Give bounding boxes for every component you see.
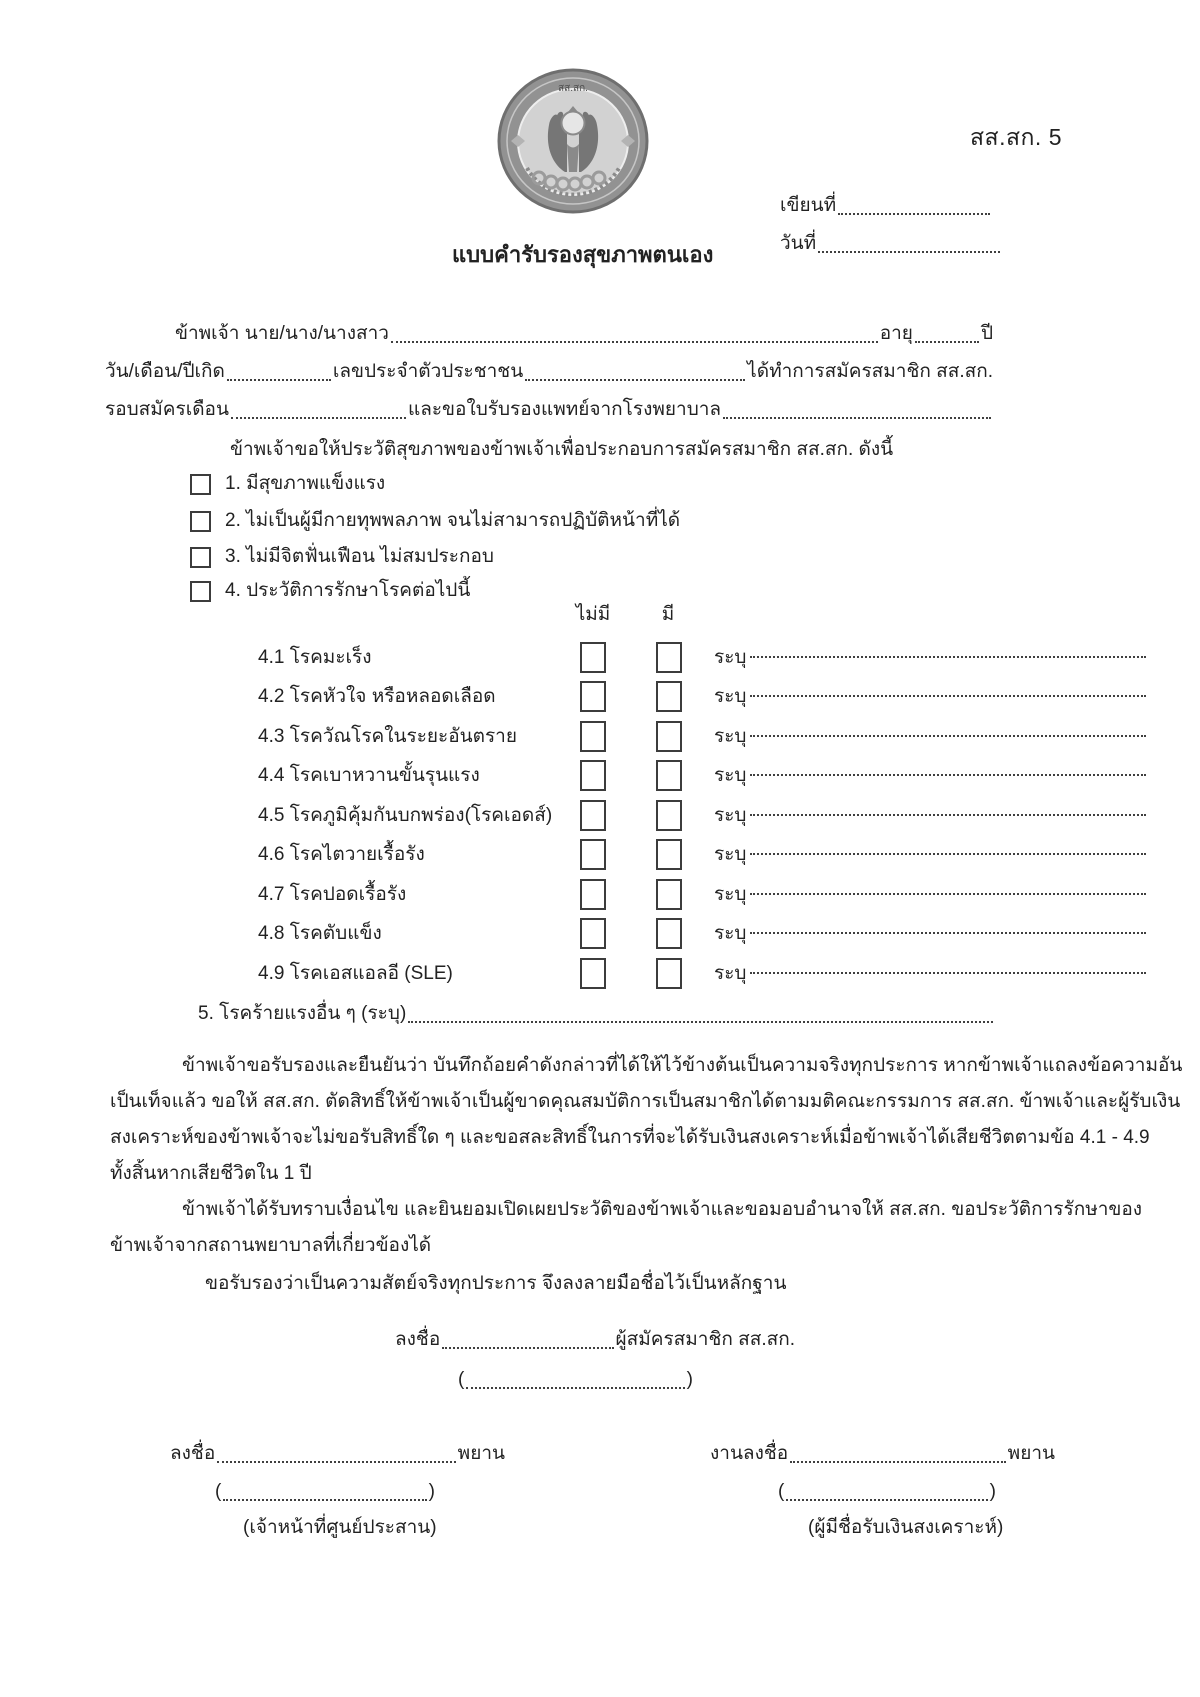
disease-label: 4.3 โรควัณโรคในระยะอันตราย [258,726,517,747]
age-unit-label: ปี [980,323,993,344]
disease-8-specify-field[interactable] [750,930,1146,934]
age-label: อายุ [879,323,913,344]
disease-6-none-checkbox[interactable] [580,839,606,870]
witness2-signature-field[interactable] [790,1459,1006,1463]
disease-5-specify-field[interactable] [750,812,1146,816]
witness-label: พยาน [1007,1443,1055,1464]
identity-line-1 [105,320,993,348]
disease-2-specify-field[interactable] [750,693,1146,697]
identity-line-2 [105,358,993,386]
witness1-signature-line [170,1440,505,1468]
dob-field[interactable] [227,377,331,381]
seal-top-text: สส.สก. [558,83,588,94]
other-disease-field[interactable] [408,1019,993,1023]
disease-3-specify-field[interactable] [750,733,1146,737]
witness2-name-paren-line [778,1478,996,1506]
declaration-line: ขอรับรองว่าเป็นความสัตย์จริงทุกประการ จึงลงลายมือชื่อไว้เป็นหลักฐาน [205,1273,787,1294]
statement-row-3 [190,544,494,571]
other-disease-line [198,1000,995,1028]
disease-7-none-checkbox[interactable] [580,879,606,910]
identity-line-3 [105,396,993,424]
disease-label: 4.7 โรคปอดเรื้อรัง [258,884,407,905]
applicant-printed-name-field[interactable] [466,1385,684,1389]
witness1-signature-field[interactable] [217,1459,455,1463]
statement-4-label: 4. ประวัติการรักษาโรคต่อไปนี้ [225,580,471,601]
disease-1-have-checkbox[interactable] [656,642,682,673]
witness2-signature-line [710,1440,1055,1468]
witness2-printed-name-field[interactable] [786,1497,987,1501]
id-number-label: เลขประจำตัวประชาชน [332,361,524,382]
applicant-signature-field[interactable] [442,1345,613,1349]
declaration-line: ข้าพเจ้าได้รับทราบเงื่อนไข และยินยอมเปิดเผยประวัติของข้าพเจ้าและขอมอบอำนาจให้ สส.สก. ขอประวัติการรักษาของ [182,1199,1143,1220]
applicant-name-paren-line [458,1366,693,1394]
other-disease-label: 5. โรคร้ายแรงอื่น ๆ (ระบุ) [198,1003,407,1024]
disease-label: 4.2 โรคหัวใจ หรือหลอดเลือด [258,686,496,707]
statement-3-label: 3. ไม่มีจิตฟั่นเฟือน ไม่สมประกอบ [225,546,494,567]
statement-1-label: 1. มีสุขภาพแข็งแรง [225,473,386,494]
declaration-line: เป็นเท็จแล้ว ขอให้ สส.สก. ตัดสิทธิ์ให้ข้าพเจ้าเป็นผู้ขาดคุณสมบัติการเป็นสมาชิกได้ตามมติคณะกรรมการ สส.สก. ข้าพเจ้าและผู้รับเงิน [110,1091,1181,1112]
column-header-none: ไม่มี [575,604,611,625]
disease-9-none-checkbox[interactable] [580,958,606,989]
declaration-paragraph-2 [110,1192,1143,1264]
form-code: สส.สก. 5 [970,124,1063,150]
disease-label: 4.5 โรคภูมิคุ้มกันบกพร่อง(โรคเอดส์) [258,805,553,826]
witness2-role-label: (ผู้มีชื่อรับเงินสงเคราะห์) [808,1517,1004,1538]
declaration-line: ข้าพเจ้าขอรับรองและยืนยันว่า บันทึกถ้อยคำดังกล่าวที่ได้ให้ไว้ข้างต้นเป็นความจริงทุกประการ หากข้าพเจ้าแถลงข้อความอัน [182,1055,1183,1076]
age-field[interactable] [915,339,979,343]
paren-open: ( [215,1481,222,1502]
specify-label: ระบุ [714,686,747,707]
disease-8-have-checkbox[interactable] [656,918,682,949]
disease-row [105,798,1148,832]
disease-label: 4.4 โรคเบาหวานขั้นรุนแรง [258,765,480,786]
disease-6-have-checkbox[interactable] [656,839,682,870]
specify-label: ระบุ [714,884,747,905]
statement-row-1 [190,471,385,498]
application-round-field[interactable] [231,415,406,419]
intro-statement: ข้าพเจ้าขอให้ประวัติสุขภาพของข้าพเจ้าเพื่อประกอบการสมัครสมาชิก สส.สก. ดังนี้ [230,439,894,460]
specify-label: ระบุ [714,805,747,826]
witness-label: พยาน [457,1443,505,1464]
seal-emblem-icon [497,68,649,214]
disease-2-none-checkbox[interactable] [580,681,606,712]
disease-4-have-checkbox[interactable] [656,760,682,791]
disease-1-none-checkbox[interactable] [580,642,606,673]
disease-5-none-checkbox[interactable] [580,800,606,831]
applicant-signature-line [395,1326,795,1354]
membership-note: ได้ทำการสมัครสมาชิก สส.สก. [747,361,993,382]
paren-open: ( [778,1481,785,1502]
disease-9-specify-field[interactable] [750,970,1146,974]
witness1-role-label: (เจ้าหน้าที่ศูนย์ประสาน) [243,1517,437,1538]
disease-1-specify-field[interactable] [750,654,1146,658]
written-at-label: เขียนที่ [780,195,837,216]
organization-seal-logo [497,68,649,214]
disease-7-have-checkbox[interactable] [656,879,682,910]
date-line [780,230,1002,258]
statement-row-2 [190,508,680,535]
paren-open: ( [458,1369,465,1390]
statement-2-label: 2. ไม่เป็นผู้มีกายทุพพลภาพ จนไม่สามารถปฏิบัติหน้าที่ได้ [225,510,681,531]
disease-4-none-checkbox[interactable] [580,760,606,791]
applicant-role-label: ผู้สมัครสมาชิก สส.สก. [615,1329,795,1350]
hospital-label: และขอใบรับรองแพทย์จากโรงพยาบาล [407,399,722,420]
disease-label: 4.9 โรคเอสแอลอี (SLE) [258,963,453,984]
disease-row [105,640,1148,674]
specify-label: ระบุ [714,923,747,944]
specify-label: ระบุ [714,765,747,786]
disease-label: 4.8 โรคตับแข็ง [258,923,382,944]
declaration-paragraph-1 [110,1048,1183,1192]
specify-label: ระบุ [714,963,747,984]
sign-label: ลงชื่อ [395,1329,441,1350]
disease-row [105,956,1148,990]
specify-label: ระบุ [714,726,747,747]
disease-4-specify-field[interactable] [750,772,1146,776]
statement-2-checkbox[interactable] [190,511,211,532]
disease-3-have-checkbox[interactable] [656,721,682,752]
date-label: วันที่ [780,233,817,254]
applicant-name-field[interactable] [391,339,878,343]
disease-8-none-checkbox[interactable] [580,918,606,949]
disease-label: 4.6 โรคไตวายเรื้อรัง [258,844,425,865]
statement-4-checkbox[interactable] [190,581,211,602]
date-field[interactable] [818,249,1000,253]
sign-label: ลงชื่อ [170,1443,216,1464]
disease-label: 4.1 โรคมะเร็ง [258,647,372,668]
hospital-field[interactable] [723,415,991,419]
disease-row [105,758,1148,792]
declaration-line: ข้าพเจ้าจากสถานพยาบาลที่เกี่ยวข้องได้ [110,1235,432,1256]
witness2-sign-label: งานลงชื่อ [710,1443,789,1464]
statement-3-checkbox[interactable] [190,547,211,568]
disease-7-specify-field[interactable] [750,891,1146,895]
statement-row-4 [190,578,470,605]
dob-label: วัน/เดือน/ปีเกิด [105,361,225,382]
declaration-line: ทั้งสิ้นหากเสียชีวิตใน 1 ปี [110,1163,312,1184]
column-header-have: มี [661,604,675,625]
disease-2-have-checkbox[interactable] [656,681,682,712]
id-number-field[interactable] [525,377,745,381]
paren-close: ) [428,1481,435,1502]
specify-label: ระบุ [714,844,747,865]
disease-row [105,877,1148,911]
written-at-line [780,192,992,220]
declaration-paragraph-3 [110,1266,1100,1302]
page-title: แบบคำรับรองสุขภาพตนเอง [452,242,714,267]
disease-9-have-checkbox[interactable] [656,958,682,989]
specify-label: ระบุ [714,647,747,668]
statement-1-checkbox[interactable] [190,474,211,495]
disease-row [105,679,1148,713]
disease-3-none-checkbox[interactable] [580,721,606,752]
witness1-printed-name-field[interactable] [223,1497,426,1501]
paren-close: ) [989,1481,996,1502]
disease-row [105,837,1148,871]
witness1-name-paren-line [215,1478,435,1506]
disease-5-have-checkbox[interactable] [656,800,682,831]
paren-close: ) [686,1369,693,1390]
written-at-field[interactable] [838,211,990,215]
declaration-line: สงเคราะห์ของข้าพเจ้าจะไม่ขอรับสิทธิ์ใด ๆ และขอสละสิทธิ์ในการที่จะได้รับเงินสงเคราะห์เมื่อข้าพเจ้าได้เสียชีวิตตามข้อ 4.1 - 4.9 [110,1127,1150,1148]
disease-row [105,916,1148,950]
applicant-name-label: ข้าพเจ้า นาย/นาง/นางสาว [175,323,389,344]
disease-6-specify-field[interactable] [750,851,1146,855]
application-round-label: รอบสมัครเดือน [105,399,229,420]
disease-row [105,719,1148,753]
